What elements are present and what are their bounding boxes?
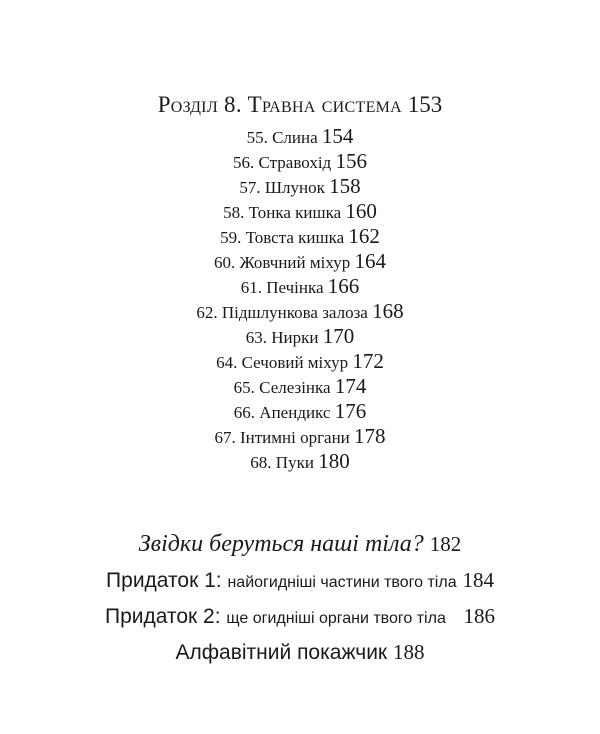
toc-entry: [0, 251, 600, 272]
entry-page: 164: [354, 249, 386, 273]
toc-entry: [0, 426, 600, 447]
entry-title: Селезінка: [259, 378, 331, 397]
entry-number: 60.: [214, 253, 236, 272]
entry-number: 59.: [220, 228, 242, 247]
appendix-1-page: 184: [462, 568, 494, 592]
appendix-2-page: 186: [463, 604, 496, 628]
question-heading: [0, 532, 600, 556]
toc-entry: [0, 376, 600, 397]
toc-entry: [0, 401, 600, 422]
appendix-1-subtitle: найогидніші частини твого тіла: [227, 574, 457, 591]
entry-number: 62.: [196, 303, 218, 322]
toc-entry: [0, 451, 600, 472]
entry-title: Печінка: [266, 278, 324, 297]
entry-page: 176: [334, 399, 367, 423]
entry-title: Апендикс: [259, 403, 331, 422]
chapter-page: 153: [407, 92, 443, 117]
question-page: 182: [429, 532, 462, 556]
entry-title: Стравохід: [258, 153, 332, 172]
entry-page: 158: [329, 174, 361, 198]
toc-entry: [0, 276, 600, 297]
entry-number: 57.: [239, 178, 261, 197]
question-title: Звідки беруться наші тіла?: [138, 531, 424, 557]
appendix-2-subtitle: ще огидніші органи твого тіла: [226, 610, 446, 627]
entry-title: Нирки: [271, 328, 319, 347]
entry-number: 65.: [233, 378, 255, 397]
entry-page: 178: [354, 424, 386, 448]
index-title: Алфавітний покажчик: [175, 641, 388, 664]
appendix-2-label: Придаток 2:: [104, 605, 221, 628]
appendix-1: [0, 570, 600, 591]
entry-title: Сечовий міхур: [241, 353, 349, 372]
entry-page: 174: [334, 374, 367, 398]
entry-page: 168: [372, 299, 404, 323]
entry-title: Жовчний міхур: [239, 253, 351, 272]
appendix-1-label: Придаток 1:: [106, 569, 222, 592]
entry-number: 58.: [223, 203, 245, 222]
entry-number: 61.: [240, 278, 262, 297]
toc-entry: [0, 176, 600, 197]
entry-title: Інтимні органи: [239, 428, 350, 447]
entry-page: 166: [327, 274, 360, 298]
chapter-title: Травна система: [247, 92, 403, 117]
entry-title: Пуки: [275, 453, 314, 472]
entry-page: 154: [321, 124, 354, 148]
entry-title: Підшлункова залоза: [221, 303, 368, 322]
entry-page: 162: [348, 224, 380, 248]
toc-entry: [0, 326, 600, 347]
toc-entry: [0, 201, 600, 222]
chapter-prefix: Розділ 8.: [157, 92, 242, 117]
entry-number: 63.: [245, 328, 267, 347]
entry-number: 68.: [250, 453, 272, 472]
toc-entry: [0, 301, 600, 322]
chapter-heading: [0, 93, 600, 116]
entry-title: Тонка кишка: [248, 203, 342, 222]
entry-page: 170: [322, 324, 355, 348]
entry-number: 64.: [216, 353, 238, 372]
entry-page: 172: [352, 349, 384, 373]
entry-page: 156: [335, 149, 367, 173]
entry-number: 67.: [214, 428, 236, 447]
appendix-2: [0, 606, 600, 627]
entry-page: 160: [345, 199, 377, 223]
entry-number: 66.: [233, 403, 256, 422]
toc-entry: [0, 226, 600, 247]
entry-title: Товста кишка: [245, 228, 345, 247]
toc-entry: [0, 126, 600, 147]
toc-entry: [0, 351, 600, 372]
entry-title: Слина: [272, 128, 318, 147]
index-page: 188: [392, 640, 425, 664]
index-entry: [0, 642, 600, 663]
entry-number: 56.: [233, 153, 255, 172]
toc-entry: [0, 151, 600, 172]
entry-page: 180: [318, 449, 350, 473]
entry-title: Шлунок: [264, 178, 325, 197]
entry-number: 55.: [246, 128, 268, 147]
